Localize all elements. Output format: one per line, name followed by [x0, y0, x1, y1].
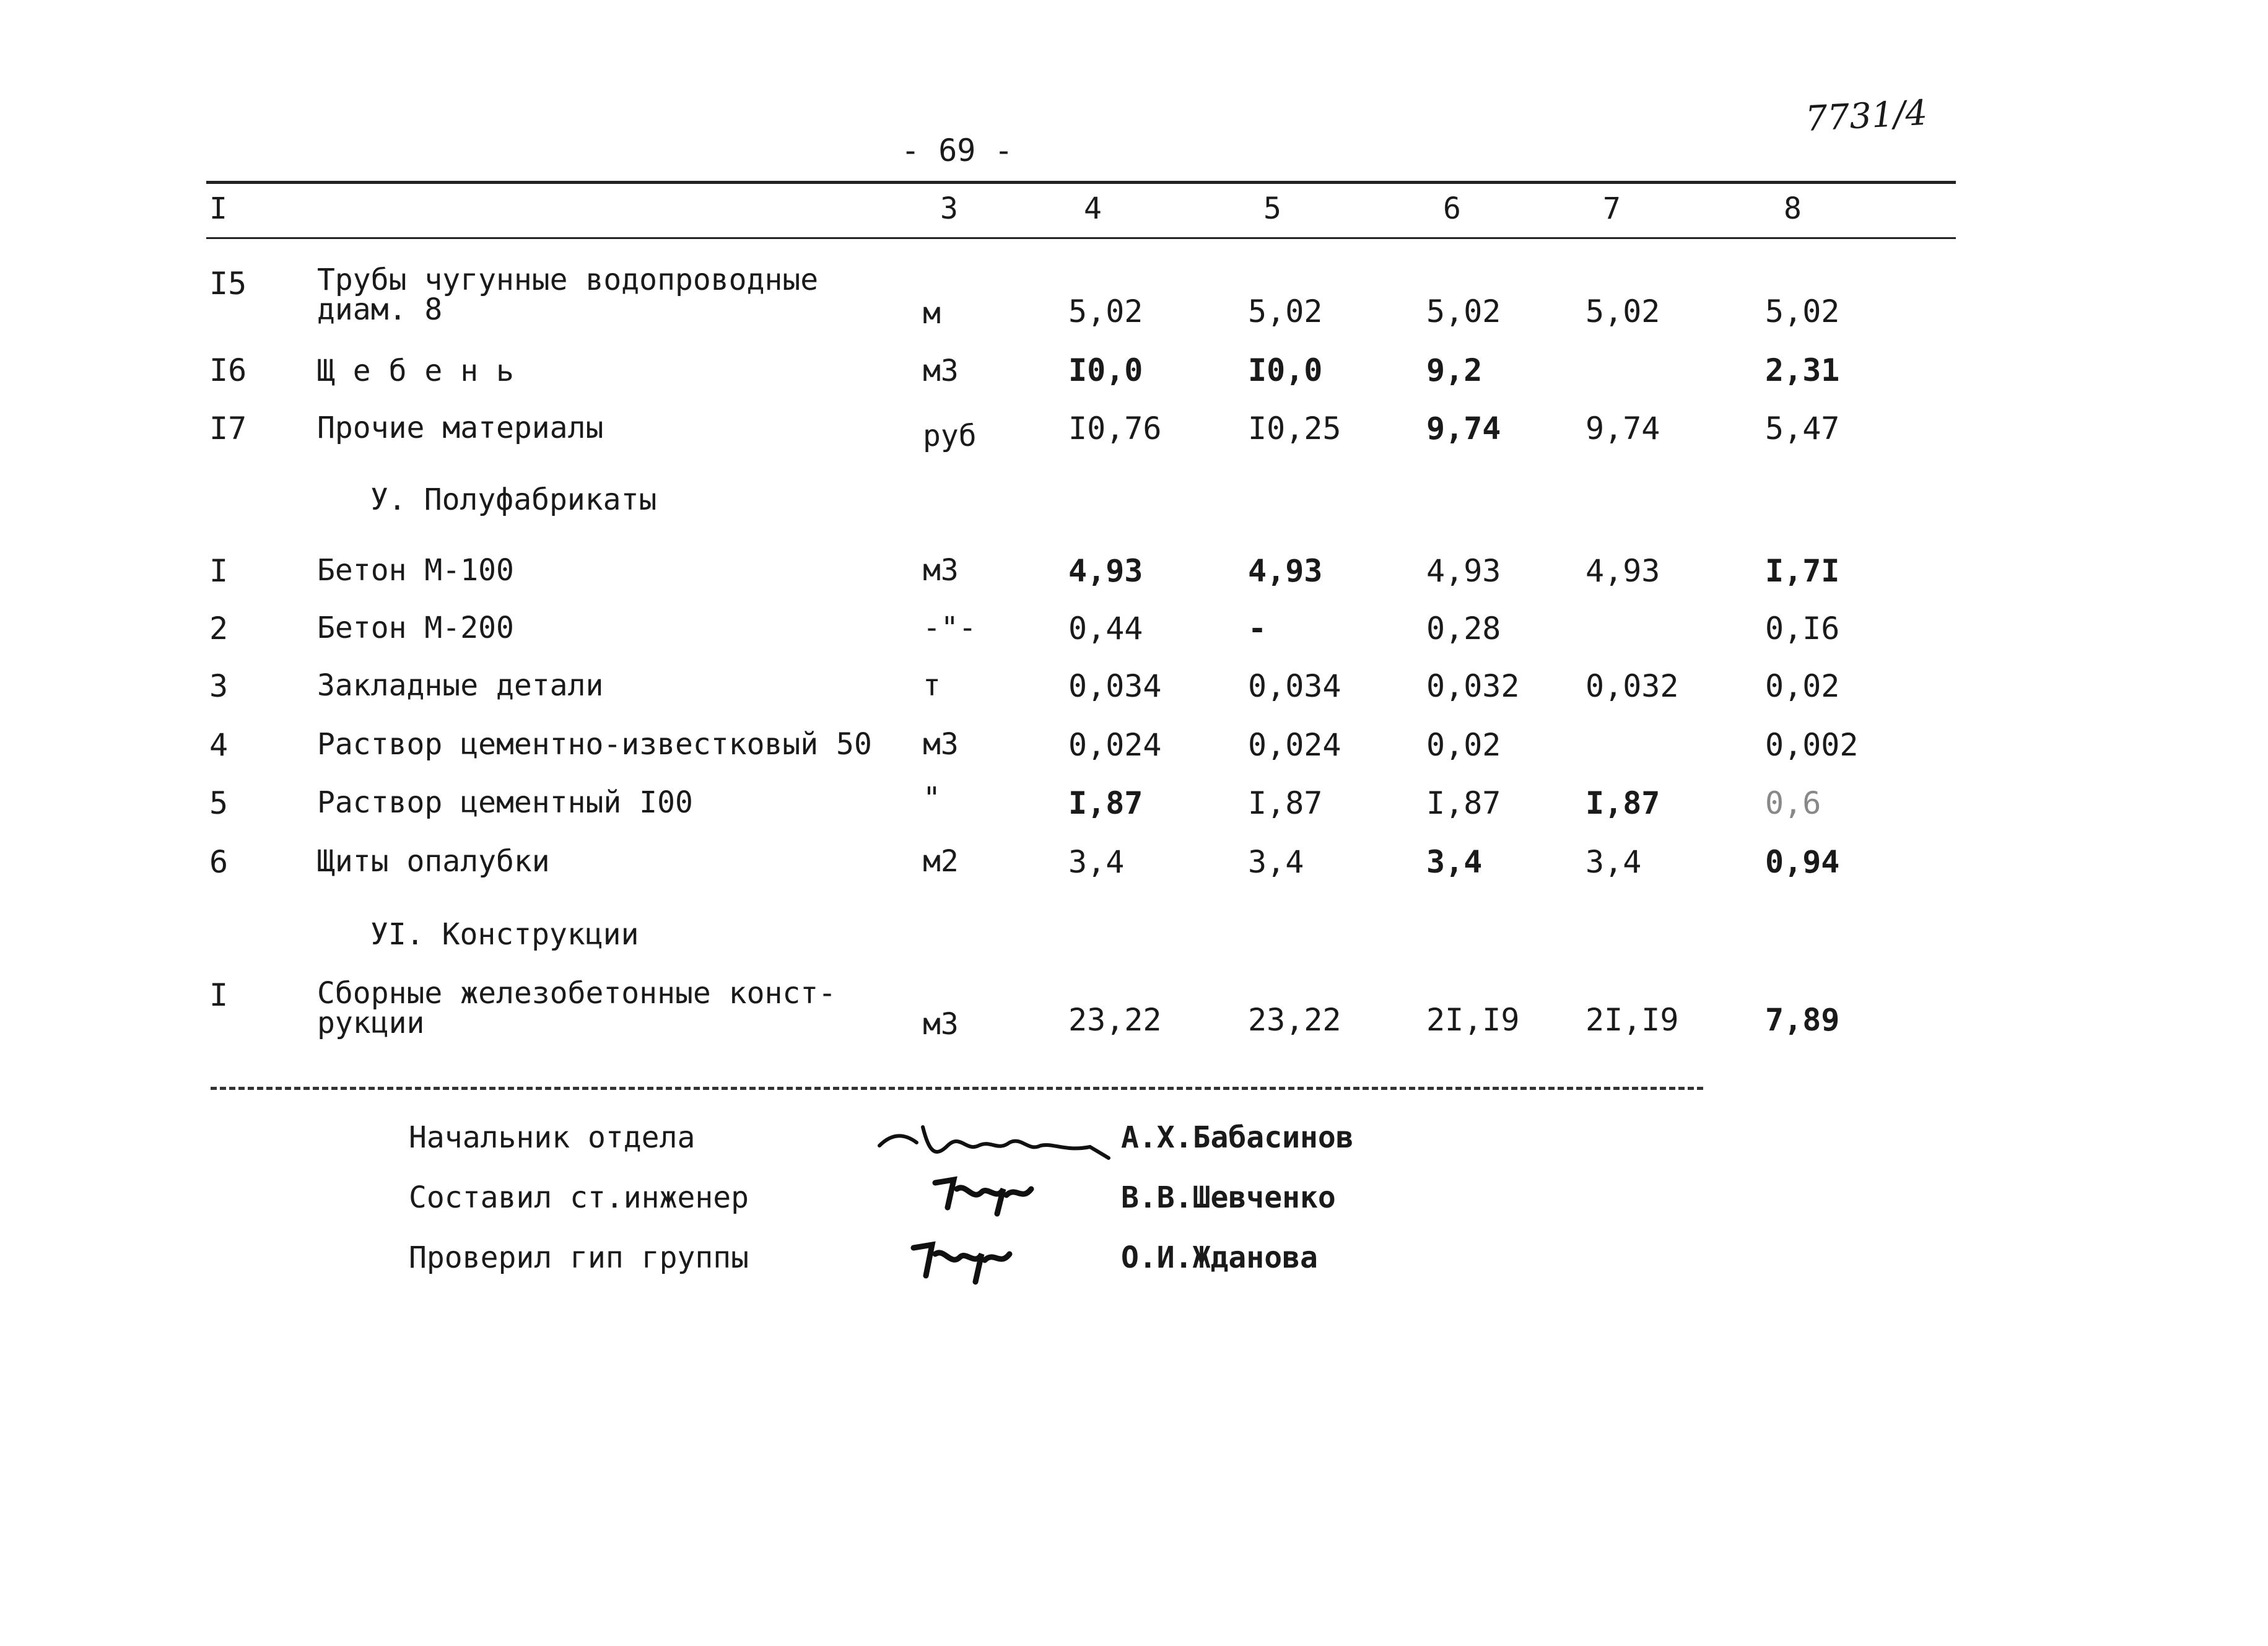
row-number: 4 [209, 727, 229, 763]
row-unit: " [923, 781, 941, 816]
row-number: 2 [209, 611, 229, 647]
page-number: - 69 - [901, 133, 1013, 168]
row-name: Прочие материалы [317, 411, 604, 445]
row-unit: м2 [923, 844, 959, 879]
signature-name: В.В.Шевченко [1121, 1180, 1336, 1215]
row-col-5: I,87 [1248, 785, 1323, 821]
row-col-6: 0,032 [1426, 668, 1520, 704]
row-col-8: 0,6 [1765, 785, 1821, 821]
row-col-5: - [1248, 611, 1267, 647]
row-col-8: 0,94 [1765, 844, 1840, 880]
row-col-7: 9,74 [1585, 411, 1660, 446]
signature-role: Проверил гип группы [409, 1240, 749, 1275]
row-col-8: 0,I6 [1765, 611, 1840, 647]
header-col-1: I [209, 191, 227, 226]
header-col-5: 5 [1263, 191, 1281, 226]
row-col-7: 2I,I9 [1585, 1002, 1679, 1038]
row-unit: м3 [923, 553, 959, 588]
row-col-4: 0,034 [1068, 668, 1162, 704]
row-unit: руб [923, 419, 977, 453]
row-col-7: 4,93 [1585, 553, 1660, 589]
header-col-7: 7 [1603, 191, 1621, 226]
row-col-5: 0,034 [1248, 668, 1341, 704]
row-col-4: 4,93 [1068, 553, 1143, 589]
signature-name: А.Х.Бабасинов [1121, 1120, 1354, 1155]
row-name: Бетон М-100 [317, 553, 514, 588]
row-col-5: 5,02 [1248, 294, 1323, 329]
header-col-8: 8 [1784, 191, 1802, 226]
row-number: I [209, 553, 229, 589]
row-col-6: 0,02 [1426, 727, 1501, 763]
row-col-7: 3,4 [1585, 844, 1642, 880]
row-col-5: 0,024 [1248, 727, 1341, 763]
row-col-4: I0,76 [1068, 411, 1162, 446]
row-col-8: 5,02 [1765, 294, 1840, 329]
row-col-8: 7,89 [1765, 1002, 1840, 1038]
document-code: 7731/4 [1804, 92, 1929, 140]
section-title-constructions: УI. Конструкции [370, 917, 639, 952]
row-col-8: 2,31 [1765, 352, 1840, 388]
row-unit: м3 [923, 354, 959, 388]
row-col-6: 2I,I9 [1426, 1002, 1520, 1038]
row-name: Раствор цементно-известковый 50 [317, 727, 872, 762]
row-col-4: 23,22 [1068, 1002, 1162, 1038]
row-number: I7 [209, 411, 247, 446]
row-name-line1: Трубы чугунные водопроводные [317, 263, 819, 297]
signature-role: Составил ст.инженер [409, 1180, 749, 1215]
handwritten-signature-2 [929, 1164, 1040, 1220]
row-name: Щиты опалубки [317, 844, 550, 879]
table-bottom-rule [211, 1087, 1703, 1090]
row-col-4: 0,44 [1068, 611, 1143, 647]
row-col-8: 5,47 [1765, 411, 1840, 446]
row-name-line2: рукции [317, 1006, 425, 1040]
row-col-5: I0,0 [1248, 352, 1323, 388]
row-number: 6 [209, 844, 229, 880]
row-number: I5 [209, 266, 247, 302]
header-col-6: 6 [1443, 191, 1461, 226]
row-col-6: 4,93 [1426, 553, 1501, 589]
row-name-line1: Сборные железобетонные конст- [317, 976, 837, 1011]
row-name: Бетон М-200 [317, 611, 514, 645]
row-col-4: I,87 [1068, 785, 1143, 821]
row-col-5: 23,22 [1248, 1002, 1341, 1038]
row-unit: м [923, 296, 941, 331]
row-col-6: 9,2 [1426, 352, 1483, 388]
row-col-5: 4,93 [1248, 553, 1323, 589]
row-col-6: 0,28 [1426, 611, 1501, 647]
row-number: I6 [209, 352, 247, 388]
row-col-8: 0,002 [1765, 727, 1859, 763]
row-col-6: 5,02 [1426, 294, 1501, 329]
row-col-7: 5,02 [1585, 294, 1660, 329]
row-unit: -"- [923, 611, 977, 645]
row-col-6: 3,4 [1426, 844, 1483, 880]
row-name: Закладные детали [317, 668, 604, 703]
row-name: Щ е б е н ь [317, 354, 514, 388]
row-col-4: I0,0 [1068, 352, 1143, 388]
row-number: 5 [209, 785, 229, 821]
row-unit: м3 [923, 1007, 959, 1042]
row-col-4: 3,4 [1068, 844, 1125, 880]
section-title-semi-finished: У. Полуфабрикаты [370, 482, 657, 517]
table-top-rule [206, 181, 1956, 184]
signature-role: Начальник отдела [409, 1120, 696, 1155]
row-number: I [209, 977, 229, 1013]
row-name-line2: диам. 8 [317, 292, 443, 327]
row-col-6: 9,74 [1426, 411, 1501, 446]
row-unit: т [923, 668, 941, 703]
header-bottom-rule [206, 237, 1956, 239]
row-col-7: I,87 [1585, 785, 1660, 821]
row-col-8: I,7I [1765, 553, 1840, 589]
row-col-5: I0,25 [1248, 411, 1341, 446]
header-col-4: 4 [1084, 191, 1102, 226]
handwritten-signature-3 [907, 1229, 1019, 1285]
row-col-6: I,87 [1426, 785, 1501, 821]
row-col-4: 5,02 [1068, 294, 1143, 329]
row-col-4: 0,024 [1068, 727, 1162, 763]
row-unit: м3 [923, 727, 959, 762]
row-number: 3 [209, 668, 229, 704]
row-col-8: 0,02 [1765, 668, 1840, 704]
row-name: Раствор цементный I00 [317, 785, 693, 820]
header-col-3: 3 [940, 191, 958, 226]
row-col-7: 0,032 [1585, 668, 1679, 704]
signature-name: О.И.Жданова [1121, 1240, 1318, 1275]
row-col-5: 3,4 [1248, 844, 1304, 880]
